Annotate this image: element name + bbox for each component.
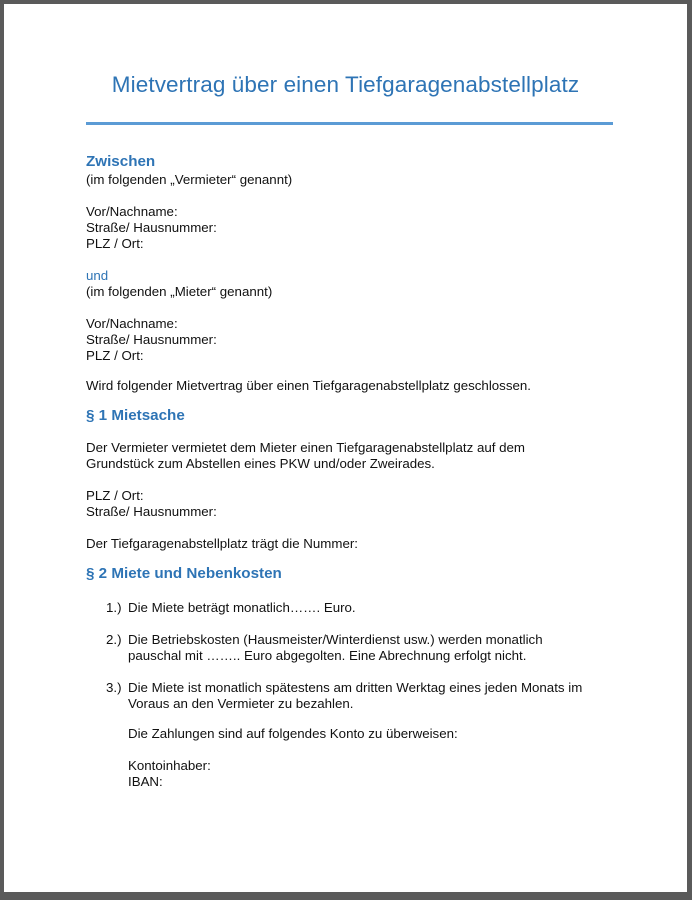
tenant-name-field: Vor/Nachname:	[86, 316, 178, 331]
tenant-note: (im folgenden „Mieter“ genannt)	[86, 284, 273, 299]
list-item	[106, 600, 626, 616]
iban-field: IBAN:	[128, 774, 163, 789]
section-2-heading: § 2 Miete und Nebenkosten	[86, 565, 282, 582]
tenant-city-field: PLZ / Ort:	[86, 348, 144, 363]
list-item-line: pauschal mit …….. Euro abgegolten. Eine Abrechnung erfolgt nicht.	[128, 648, 527, 663]
list-item-line: Die Betriebskosten (Hausmeister/Winterdienst usw.) werden monatlich	[128, 632, 543, 647]
section-2-list	[106, 600, 626, 712]
payment-note: Die Zahlungen sind auf folgendes Konto zu überweisen:	[128, 726, 458, 741]
list-item	[106, 680, 626, 712]
list-item-number: 1.)	[106, 600, 122, 615]
parking-city-field: PLZ / Ort:	[86, 488, 144, 503]
section-1-paragraph-line: Grundstück zum Abstellen eines PKW und/oder Zweirades.	[86, 456, 435, 471]
list-item-line: Die Miete beträgt monatlich……. Euro.	[128, 600, 356, 615]
tenant-street-field: Straße/ Hausnummer:	[86, 332, 217, 347]
title-divider	[86, 122, 613, 125]
section-1-heading: § 1 Mietsache	[86, 407, 185, 424]
parking-number-field: Der Tiefgaragenabstellplatz trägt die Nummer:	[86, 536, 358, 551]
list-item-line: Die Miete ist monatlich spätestens am dritten Werktag eines jeden Monats im	[128, 680, 583, 695]
contract-intro: Wird folgender Mietvertrag über einen Tiefgaragenabstellplatz geschlossen.	[86, 378, 531, 393]
landlord-city-field: PLZ / Ort:	[86, 236, 144, 251]
landlord-street-field: Straße/ Hausnummer:	[86, 220, 217, 235]
landlord-heading: Zwischen	[86, 153, 156, 170]
tenant-heading: und	[86, 268, 109, 283]
landlord-note: (im folgenden „Vermieter“ genannt)	[86, 172, 293, 187]
document-body	[86, 152, 626, 790]
section-1-paragraph-line: Der Vermieter vermietet dem Mieter einen Tiefgaragenabstellplatz auf dem	[86, 440, 526, 455]
parking-street-field: Straße/ Hausnummer:	[86, 504, 217, 519]
document-title: Mietvertrag über einen Tiefgaragenabstellplatz	[111, 72, 580, 97]
landlord-name-field: Vor/Nachname:	[86, 204, 178, 219]
list-item	[106, 632, 626, 664]
account-holder-field: Kontoinhaber:	[128, 758, 211, 773]
document-page	[4, 4, 687, 892]
list-item-line: Voraus an den Vermieter zu bezahlen.	[128, 696, 354, 711]
list-item-number: 3.)	[106, 680, 122, 695]
list-item-number: 2.)	[106, 632, 122, 647]
